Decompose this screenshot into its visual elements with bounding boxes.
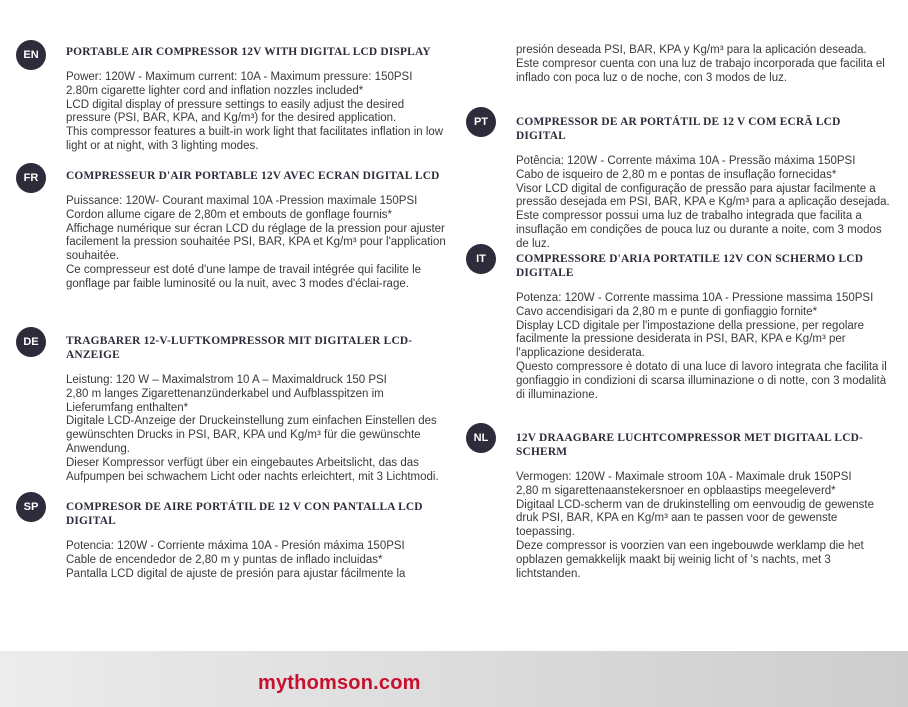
language-badge-de: DE <box>16 327 46 357</box>
section-en-heading: PORTABLE AIR COMPRESSOR 12V WITH DIGITAL LCD DISPLAY <box>66 46 431 58</box>
language-badge-it: IT <box>466 244 496 274</box>
section-it-text: Potenza: 120W - Corrente massima 10A - Pressione massima 150PSI Cavo accendisigari da 2,80 m e punte di gonfiaggio fornite* Display LCD digitale per l'impostazione della pressione, per regolare facilmente la pressione desiderata in PSI, BAR, KPA e Kg/m³ per l'applicazione desiderata. Questo compressore è dotato di una luce di lavoro integrata che facilita il gonfiaggio in condizioni di scarsa illuminazione o di notte, con 3 modalità di illuminazione. <box>516 292 887 401</box>
section-sp-body <box>66 500 446 581</box>
website-link[interactable]: mythomson.com <box>258 672 421 694</box>
section-sp-heading: COMPRESOR DE AIRE PORTÁTIL DE 12 V CON PANTALLA LCD DIGITAL <box>66 501 423 527</box>
section-de-body <box>66 334 446 484</box>
section-it-body <box>516 252 891 402</box>
section-pt-body <box>516 115 891 252</box>
section-nl-text: Vermogen: 120W - Maximale stroom 10A - Maximale druk 150PSI 2,80 m sigarettenaanstekersnoer en opblaastips meegeleverd* Digitaal LCD-scherm van de drukinstelling om eenvoudig de gewenste druk PSI, BAR, KPA en Kg/m³ aan te passen voor de gewenste toepassing. Deze compressor is voorzien van een ingebouwde werklamp die het opblazen gemakkelijk maakt bij weinig licht of 's nachts, met 3 lichtstanden. <box>516 471 874 580</box>
section-en-text: Power: 120W - Maximum current: 10A - Maximum pressure: 150PSI 2.80m cigarette lighter cord and inflation nozzles included* LCD digital display of pressure settings to easily adjust the desired pressure (PSI, BAR, KPA, and Kg/m³) for the desired application. This compressor features a built-in work light that facilitates inflation in low light or at night, with 3 lighting modes. <box>66 71 444 152</box>
language-badge-en: EN <box>16 40 46 70</box>
section-en-body <box>66 45 446 154</box>
section-pt-heading: COMPRESSOR DE AR PORTÁTIL DE 12 V COM ECRÃ LCD DIGITAL <box>516 116 841 142</box>
section-sp-continued-body <box>516 44 891 85</box>
section-fr-heading: COMPRESSEUR D'AIR PORTABLE 12V AVEC ECRAN DIGITAL LCD <box>66 170 440 182</box>
section-fr-body <box>66 169 446 292</box>
language-badge-fr: FR <box>16 163 46 193</box>
language-badge-nl: NL <box>466 423 496 453</box>
section-nl-heading: 12V DRAAGBARE LUCHTCOMPRESSOR MET DIGITAAL LCD-SCHERM <box>516 432 864 458</box>
section-fr-text: Puissance: 120W- Courant maximal 10A -Pression maximale 150PSI Cordon allume cigare de 2,80m et embouts de gonflage fournis* Affichage numérique sur écran LCD du réglage de la pression pour ajuster facilement la pression souhaitée PSI, BAR, KPA et Kg/m³ pour l'application souhaitée. Ce compresseur est doté d'une lampe de travail intégrée qui facilite le gonflage par faible luminosité ou la nuit, avec 3 modes d'éclai-rage. <box>66 195 446 290</box>
section-sp-continuation-text: presión deseada PSI, BAR, KPA y Kg/m³ para la aplicación deseada. Este compresor cuenta con una luz de trabajo incorporada que facilita el inflado con poca luz o de noche, con 3 modos de luz. <box>516 44 885 84</box>
section-sp-text: Potencia: 120W - Corriente máxima 10A - Presión máxima 150PSI Cable de encendedor de 2,80 m y puntas de inflado incluidas* Pantalla LCD digital de ajuste de presión para ajustar fácilmente la <box>66 540 406 580</box>
section-de-text: Leistung: 120 W – Maximalstrom 10 A – Maximaldruck 150 PSI 2,80 m langes Zigarettenanzünderkabel und Aufblasspitzen im Lieferumfang enthalten* Digitale LCD-Anzeige der Druckeinstellung zum einfachen Einstellen des gewünschten Drucks in PSI, BAR, KPA und Kg/m³ für die gewünschte Anwendung. Dieser Kompressor verfügt über ein eingebautes Arbeitslicht, das das Aufpumpen bei schwachem Licht oder nachts erleichtert, mit 3 Lichtmodi. <box>66 374 439 483</box>
language-badge-pt: PT <box>466 107 496 137</box>
section-nl-body <box>516 431 891 581</box>
footer-band <box>0 651 908 707</box>
section-it-heading: COMPRESSORE D'ARIA PORTATILE 12V CON SCHERMO LCD DIGITALE <box>516 253 864 279</box>
language-badge-sp: SP <box>16 492 46 522</box>
section-pt-text: Potência: 120W - Corrente máxima 10A - Pressão máxima 150PSI Cabo de isqueiro de 2,80 m e pontas de insuflação fornecidas* Visor LCD digital de configuração de pressão para ajustar facilmente a pressão desejada em PSI, BAR, KPA e Kg/m³ para a aplicação desejada. Este compressor possui uma luz de trabalho integrada que facilita a insuflação em condições de pouca luz ou durante a noite, com 3 modos de luz. <box>516 155 890 250</box>
section-de-heading: TRAGBARER 12-V-LUFTKOMPRESSOR MIT DIGITALER LCD-ANZEIGE <box>66 335 413 361</box>
